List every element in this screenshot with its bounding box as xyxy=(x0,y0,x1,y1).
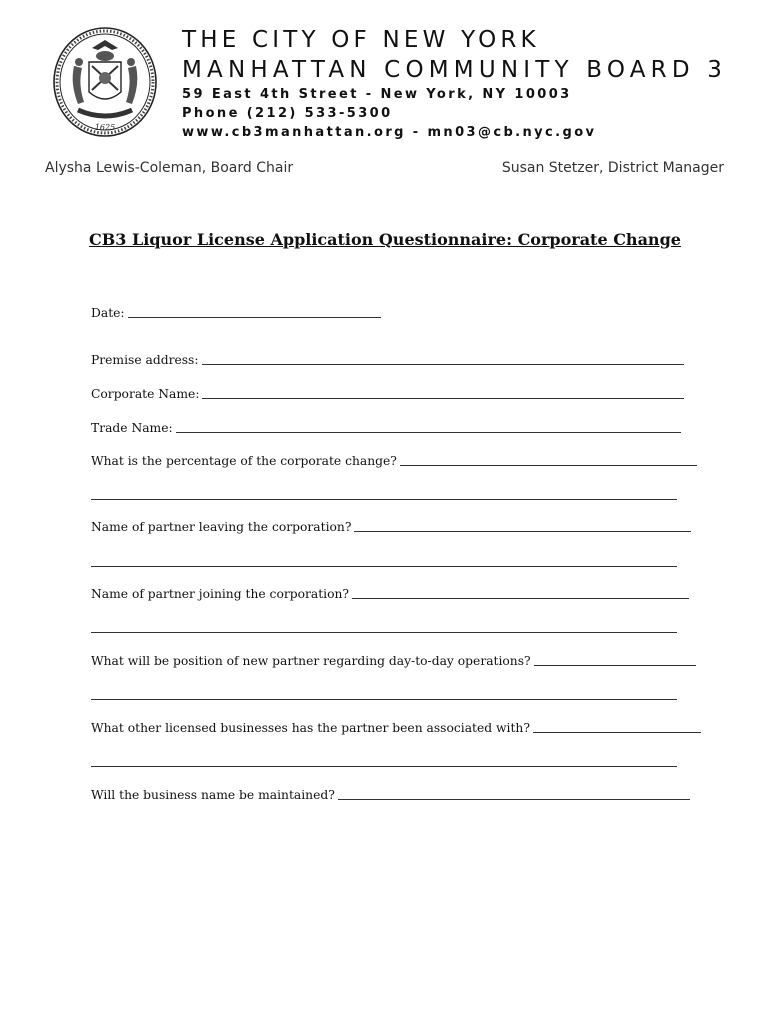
seal-year: 1625 xyxy=(94,123,116,132)
board-phone: Phone (212) 533-5300 xyxy=(182,106,393,121)
partner-joining-label: Name of partner joining the corporation? xyxy=(91,587,350,601)
city-seal-logo xyxy=(52,26,158,138)
partner-leaving-extra-line[interactable] xyxy=(91,566,677,567)
name-maintained-label: Will the business name be maintained? xyxy=(91,788,335,802)
corporate-name-label: Corporate Name: xyxy=(91,387,200,401)
board-web-email: www.cb3manhattan.org - mn03@cb.nyc.gov xyxy=(182,125,597,140)
document-title: CB3 Liquor License Application Questionnaire: Corporate Change xyxy=(89,230,681,249)
premise-address-label: Premise address: xyxy=(91,353,199,367)
percentage-change-field[interactable] xyxy=(91,453,697,468)
partner-leaving-blank[interactable] xyxy=(354,519,691,532)
board-chair: Alysha Lewis-Coleman, Board Chair xyxy=(45,160,294,176)
corporate-name-field[interactable] xyxy=(91,386,684,401)
org-name-board: MANHATTAN COMMUNITY BOARD 3 xyxy=(182,57,728,83)
premise-address-blank[interactable] xyxy=(202,352,684,365)
board-address: 59 East 4th Street - New York, NY 10003 xyxy=(182,87,572,102)
percentage-change-blank[interactable] xyxy=(400,453,697,466)
partner-leaving-label: Name of partner leaving the corporation? xyxy=(91,520,352,534)
district-manager: Susan Stetzer, District Manager xyxy=(501,160,724,176)
partner-joining-extra-line[interactable] xyxy=(91,632,677,633)
other-businesses-label: What other licensed businesses has the partner been associated with? xyxy=(91,721,530,735)
percentage-change-label: What is the percentage of the corporate change? xyxy=(91,454,397,468)
other-businesses-field[interactable] xyxy=(91,720,701,735)
other-businesses-extra-line[interactable] xyxy=(91,766,677,767)
percentage-change-extra-line[interactable] xyxy=(91,499,677,500)
name-maintained-field[interactable] xyxy=(91,787,690,802)
date-field[interactable] xyxy=(91,305,381,320)
trade-name-blank[interactable] xyxy=(176,420,681,433)
partner-joining-blank[interactable] xyxy=(352,586,689,599)
partner-joining-field[interactable] xyxy=(91,586,689,601)
partner-position-label: What will be position of new partner regarding day-to-day operations? xyxy=(91,654,531,668)
org-name-city: THE CITY OF NEW YORK xyxy=(182,27,540,53)
date-label: Date: xyxy=(91,306,125,320)
partner-position-extra-line[interactable] xyxy=(91,699,677,700)
date-blank[interactable] xyxy=(128,305,381,318)
trade-name-label: Trade Name: xyxy=(91,421,173,435)
corporate-name-blank[interactable] xyxy=(202,386,684,399)
other-businesses-blank[interactable] xyxy=(533,720,701,733)
premise-address-field[interactable] xyxy=(91,352,684,367)
partner-position-blank[interactable] xyxy=(534,653,696,666)
trade-name-field[interactable] xyxy=(91,420,681,435)
name-maintained-blank[interactable] xyxy=(338,787,690,800)
partner-position-field[interactable] xyxy=(91,653,696,668)
partner-leaving-field[interactable] xyxy=(91,519,691,534)
